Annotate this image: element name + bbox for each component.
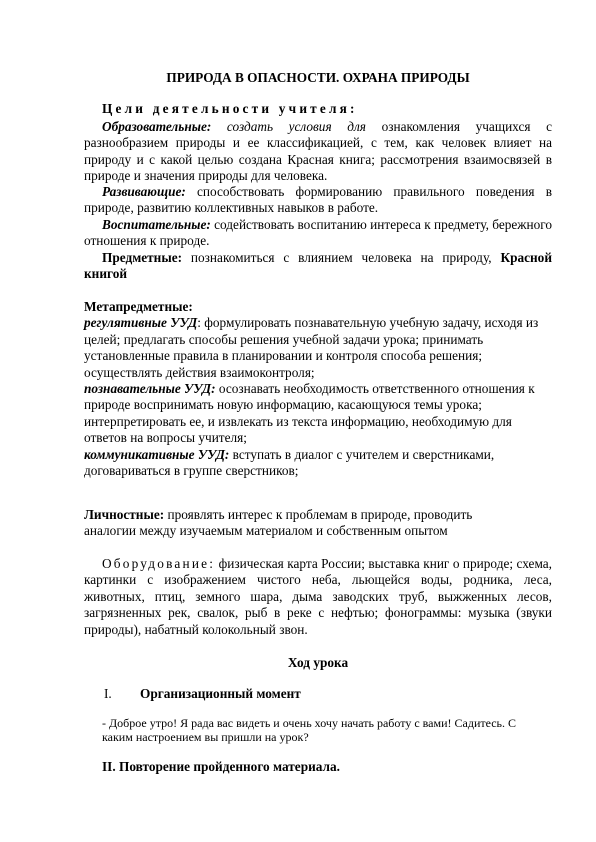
upbringing-text: содействовать воспитанию интереса к предмету, бережного отношения к природе. — [84, 217, 552, 249]
personal-text: проявлять интерес к проблемам в природе, проводить аналогии между изучаемым материалом и собственным опытом — [84, 507, 473, 539]
equipment-label: Оборудование: — [102, 556, 216, 571]
regulatory-paragraph — [84, 315, 554, 381]
upbringing-goals-paragraph — [84, 217, 552, 250]
goals-heading: Цели деятельности учителя: — [102, 101, 358, 116]
regulatory-label: регулятивные УУД — [84, 315, 198, 331]
greeting-text: - Доброе утро! Я рада вас видеть и очень хочу начать работу с вами! Садитесь. С каким настроением вы пришли на урок? — [102, 716, 517, 745]
personal-label: Личностные: — [84, 507, 165, 522]
communicative-paragraph — [84, 447, 554, 480]
meta-heading: Метапредметные: — [84, 299, 193, 314]
cognitive-text: осознавать необходимость ответственного отношения к природе воспринимать новую информацию, касающуюся темы урока; интерпретировать ее, и извлекать из текста информацию, необходимую для ответов на вопросы учителя; — [84, 381, 535, 446]
equipment-text: физическая карта России; выставка книг о природе; схема, картинки с изображением чистого неба, льющейся воды, родника, леса, животных, птиц, земного шара, дыма заводских труб, выжженных лесов, загрязненных рек, свалок, рыб в реке с нефтью; фонограммы: музыка (звуки природы), набатный колокольный звон. — [84, 556, 552, 637]
section-2-heading: II. Повторение пройденного материала. — [102, 759, 340, 774]
meta-section — [84, 299, 554, 479]
communicative-text: вступать в диалог с учителем и сверстниками, договариваться в группе сверстников; — [84, 446, 495, 479]
subject-label: Предметные: — [102, 250, 183, 265]
section-1-numeral: I. — [104, 686, 112, 701]
developing-goals-paragraph — [84, 184, 552, 217]
educational-goals-paragraph — [84, 119, 552, 185]
developing-text: способствовать формированию правильного поведения в природе, развитию коллективных навыков в работе. — [84, 184, 552, 216]
personal-paragraph — [84, 507, 514, 540]
document-title: ПРИРОДА В ОПАСНОСТИ. ОХРАНА ПРИРОДЫ — [166, 70, 470, 85]
cognitive-paragraph — [84, 381, 554, 447]
upbringing-label: Воспитательные: — [102, 217, 211, 232]
communicative-label: коммуникативные УУД: — [84, 446, 230, 462]
cognitive-label: познавательные УУД: — [84, 381, 216, 397]
regulatory-text: : формулировать познавательную учебную задачу, исходя из целей; предлагать способы решения учебной задачи урока; принимать установленные правила в планировании и контроля способа решения; осуществлять действия взаимоконтроля; — [84, 315, 539, 380]
equipment-paragraph — [84, 556, 552, 638]
lesson-heading: Ход урока — [287, 655, 349, 670]
educational-italic: создать условия для — [226, 119, 366, 134]
section-1-title: Организационный момент — [140, 686, 301, 701]
educational-label: Образовательные: — [102, 119, 212, 134]
subject-goals-paragraph — [84, 250, 552, 283]
developing-label: Развивающие: — [102, 184, 186, 199]
educational-text: ознакомления учащихся с разнообразием природы и ее классификацией, с тем, как человек влияет на природу и с какой целью создана Красная книга; рассмотрения взаимосвязей в природе и значения природы для человека. — [84, 119, 552, 184]
subject-bold-tail: Красной книгой — [84, 250, 552, 282]
subject-text: познакомиться с влиянием человека на природу, — [182, 250, 501, 265]
